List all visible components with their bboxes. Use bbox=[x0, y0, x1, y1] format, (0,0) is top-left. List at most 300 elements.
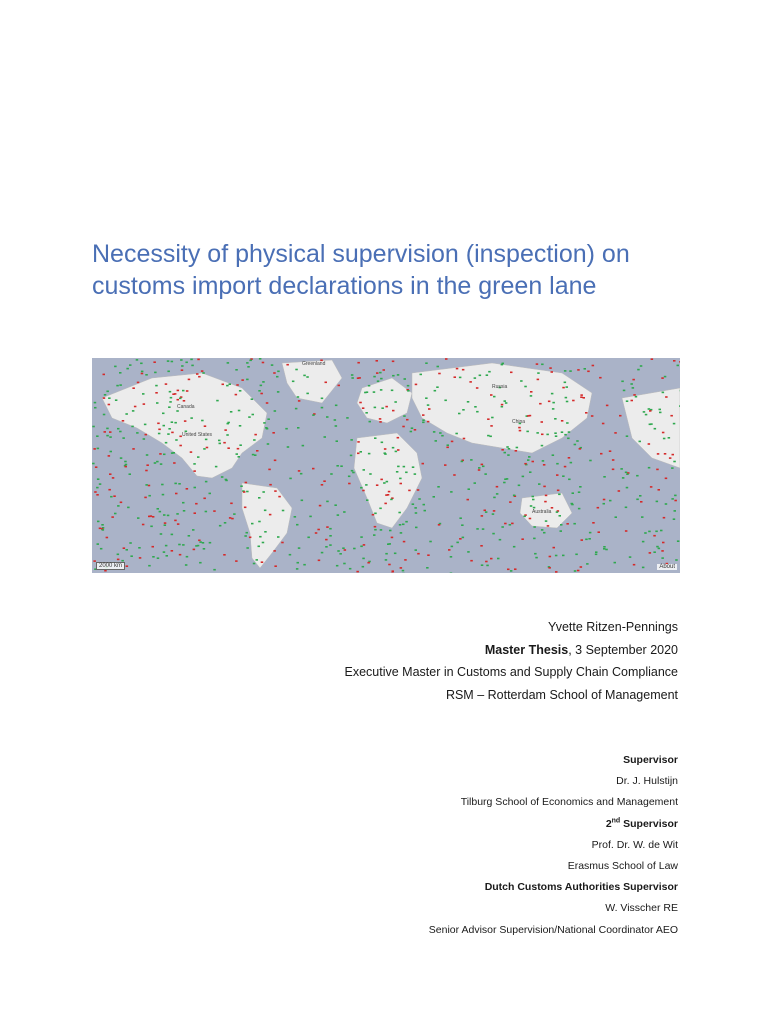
ship-marker bbox=[438, 524, 441, 526]
ship-marker bbox=[427, 421, 430, 423]
ship-marker bbox=[175, 439, 178, 441]
ship-marker bbox=[106, 428, 109, 430]
ship-marker bbox=[484, 473, 487, 475]
ship-marker bbox=[329, 544, 332, 546]
ship-marker bbox=[454, 376, 457, 378]
ship-marker bbox=[335, 425, 338, 427]
ship-marker bbox=[527, 459, 530, 461]
ship-marker bbox=[168, 406, 171, 408]
ship-marker bbox=[252, 414, 255, 416]
ship-marker bbox=[352, 472, 355, 474]
map-scale-bar: 2000 km bbox=[96, 562, 125, 570]
ship-marker bbox=[478, 469, 481, 471]
ship-marker bbox=[203, 448, 206, 450]
ship-marker bbox=[96, 487, 99, 489]
ship-marker bbox=[470, 459, 473, 461]
ship-marker bbox=[263, 422, 266, 424]
ship-marker bbox=[108, 404, 111, 406]
ship-marker bbox=[412, 503, 415, 505]
ship-marker bbox=[513, 546, 516, 548]
ship-marker bbox=[559, 515, 562, 517]
ship-marker bbox=[158, 429, 161, 431]
ship-marker bbox=[501, 449, 504, 451]
ship-marker bbox=[244, 535, 247, 537]
ship-marker bbox=[194, 487, 197, 489]
ship-marker bbox=[152, 546, 155, 548]
ship-marker bbox=[141, 373, 144, 375]
ship-marker bbox=[577, 369, 580, 371]
ship-marker bbox=[159, 453, 162, 455]
ship-marker bbox=[266, 428, 269, 430]
ship-marker bbox=[357, 362, 360, 364]
ship-marker bbox=[349, 568, 352, 570]
ship-marker bbox=[122, 437, 125, 439]
ship-marker bbox=[203, 498, 206, 500]
ship-marker bbox=[336, 440, 339, 442]
ship-marker bbox=[241, 379, 244, 381]
thesis-date: , 3 September 2020 bbox=[568, 642, 678, 657]
ship-marker bbox=[516, 447, 519, 449]
ship-marker bbox=[138, 547, 141, 549]
ship-marker bbox=[543, 486, 546, 488]
ship-marker bbox=[174, 422, 177, 424]
ship-marker bbox=[549, 556, 552, 558]
thesis-line bbox=[345, 639, 679, 662]
ship-marker bbox=[186, 488, 189, 490]
ship-marker bbox=[407, 390, 410, 392]
ship-marker bbox=[505, 402, 508, 404]
ship-marker bbox=[343, 511, 346, 513]
ship-marker bbox=[665, 478, 668, 480]
ship-marker bbox=[356, 571, 359, 573]
ship-marker bbox=[489, 436, 492, 438]
ship-marker bbox=[482, 528, 485, 530]
ship-marker bbox=[306, 376, 309, 378]
ship-marker bbox=[560, 530, 563, 532]
ship-marker bbox=[383, 482, 386, 484]
ship-marker bbox=[422, 463, 425, 465]
ship-marker bbox=[410, 431, 413, 433]
ship-marker bbox=[115, 399, 118, 401]
ship-marker bbox=[273, 550, 276, 552]
ship-marker bbox=[239, 425, 242, 427]
ship-marker bbox=[437, 366, 440, 368]
ship-marker bbox=[205, 511, 208, 513]
ship-marker bbox=[504, 400, 507, 402]
ship-marker bbox=[422, 414, 425, 416]
ship-marker bbox=[467, 499, 470, 501]
ship-marker bbox=[400, 532, 403, 534]
ship-marker bbox=[132, 410, 135, 412]
ship-marker bbox=[96, 435, 99, 437]
ship-marker bbox=[537, 379, 540, 381]
ship-marker bbox=[538, 483, 541, 485]
ship-marker bbox=[239, 390, 242, 392]
ship-marker bbox=[415, 512, 418, 514]
ship-marker bbox=[348, 476, 351, 478]
ship-marker bbox=[552, 408, 555, 410]
ship-marker bbox=[251, 398, 254, 400]
ship-marker bbox=[402, 570, 405, 572]
ship-marker bbox=[209, 493, 212, 495]
ship-marker bbox=[309, 516, 312, 518]
ship-marker bbox=[198, 376, 201, 378]
ship-marker bbox=[215, 466, 218, 468]
ship-marker bbox=[493, 396, 496, 398]
ship-marker bbox=[326, 526, 329, 528]
ship-marker bbox=[633, 564, 636, 566]
ship-marker bbox=[350, 455, 353, 457]
ship-marker bbox=[136, 432, 139, 434]
ship-marker bbox=[160, 463, 163, 465]
ship-marker bbox=[434, 390, 437, 392]
ship-marker bbox=[653, 551, 656, 553]
ship-marker bbox=[589, 532, 592, 534]
ship-marker bbox=[360, 451, 363, 453]
ship-marker bbox=[142, 524, 145, 526]
author-name: Yvette Ritzen-Pennings bbox=[548, 620, 678, 634]
ship-marker bbox=[346, 417, 349, 419]
ship-marker bbox=[156, 461, 159, 463]
ship-marker bbox=[381, 442, 384, 444]
ship-marker bbox=[186, 390, 189, 392]
map-attribution[interactable]: About bbox=[659, 564, 675, 570]
ship-marker bbox=[244, 507, 247, 509]
ship-marker bbox=[226, 385, 229, 387]
ship-marker bbox=[381, 407, 384, 409]
ship-marker bbox=[655, 531, 658, 533]
ship-marker bbox=[267, 443, 270, 445]
ship-marker bbox=[478, 467, 481, 469]
ship-marker bbox=[178, 544, 181, 546]
ship-marker bbox=[405, 521, 408, 523]
ship-marker bbox=[163, 425, 166, 427]
ship-marker bbox=[428, 408, 431, 410]
ship-marker bbox=[501, 364, 504, 366]
ship-marker bbox=[569, 370, 572, 372]
ship-marker bbox=[380, 389, 383, 391]
ship-marker bbox=[231, 518, 234, 520]
ship-marker bbox=[323, 480, 326, 482]
ship-marker bbox=[600, 453, 603, 455]
ship-marker bbox=[97, 521, 100, 523]
ship-marker bbox=[439, 432, 442, 434]
ship-marker bbox=[490, 558, 493, 560]
ship-marker bbox=[484, 510, 487, 512]
ship-marker bbox=[194, 512, 197, 514]
ship-marker bbox=[329, 535, 332, 537]
ship-marker bbox=[481, 564, 484, 566]
ship-marker bbox=[185, 362, 188, 364]
ship-marker bbox=[400, 483, 403, 485]
ship-marker bbox=[185, 564, 188, 566]
ship-marker bbox=[120, 457, 123, 459]
ship-marker bbox=[227, 423, 230, 425]
ship-marker bbox=[246, 547, 249, 549]
ship-marker bbox=[262, 491, 265, 493]
ship-marker bbox=[397, 466, 400, 468]
ship-marker bbox=[649, 410, 652, 412]
ship-marker bbox=[249, 537, 252, 539]
ship-marker bbox=[402, 426, 405, 428]
ship-marker bbox=[474, 377, 477, 379]
ship-marker bbox=[668, 437, 671, 439]
ship-marker bbox=[169, 401, 172, 403]
ship-marker bbox=[129, 364, 132, 366]
ship-marker bbox=[392, 410, 395, 412]
ship-marker bbox=[321, 484, 324, 486]
ship-marker bbox=[186, 556, 189, 558]
ship-marker bbox=[173, 452, 176, 454]
ship-marker bbox=[199, 541, 202, 543]
ship-marker bbox=[532, 499, 535, 501]
supervisor-affiliation: Tilburg School of Economics and Management bbox=[460, 796, 678, 809]
ship-marker bbox=[137, 382, 140, 384]
ship-marker bbox=[326, 501, 329, 503]
ship-marker bbox=[433, 431, 436, 433]
ship-marker bbox=[326, 416, 329, 418]
ship-marker bbox=[376, 360, 379, 362]
label-russia: Russia bbox=[492, 384, 508, 390]
ship-marker bbox=[672, 454, 675, 456]
ship-marker bbox=[171, 534, 174, 536]
ship-marker bbox=[143, 403, 146, 405]
ship-marker bbox=[146, 464, 149, 466]
ship-marker bbox=[564, 382, 567, 384]
ship-marker bbox=[266, 402, 269, 404]
ship-marker bbox=[363, 469, 366, 471]
ship-marker bbox=[467, 551, 470, 553]
ship-marker bbox=[388, 491, 391, 493]
ship-marker bbox=[626, 400, 629, 402]
ship-marker bbox=[626, 473, 629, 475]
ship-marker bbox=[509, 501, 512, 503]
ship-marker bbox=[657, 453, 660, 455]
ship-marker bbox=[395, 451, 398, 453]
ship-marker bbox=[167, 515, 170, 517]
ship-marker bbox=[656, 469, 659, 471]
ship-marker bbox=[556, 463, 559, 465]
ship-marker bbox=[574, 444, 577, 446]
ship-marker bbox=[258, 390, 261, 392]
customs-supervisor-affiliation: Senior Advisor Supervision/National Coordinator AEO bbox=[428, 923, 678, 936]
ship-marker bbox=[603, 546, 606, 548]
ship-marker bbox=[161, 484, 164, 486]
ship-marker bbox=[386, 481, 389, 483]
ship-marker bbox=[541, 434, 544, 436]
ship-marker bbox=[394, 553, 397, 555]
ship-marker bbox=[102, 529, 105, 531]
ship-marker bbox=[660, 530, 663, 532]
ship-marker bbox=[560, 524, 563, 526]
ship-marker bbox=[537, 372, 540, 374]
ship-marker bbox=[514, 568, 517, 570]
ship-marker bbox=[167, 433, 170, 435]
ship-marker bbox=[324, 436, 327, 438]
ship-marker bbox=[633, 394, 636, 396]
ship-marker bbox=[642, 567, 645, 569]
ship-marker bbox=[673, 518, 676, 520]
ship-marker bbox=[268, 469, 271, 471]
ship-marker bbox=[380, 378, 383, 380]
ship-marker bbox=[188, 379, 191, 381]
ship-marker bbox=[325, 546, 328, 548]
ship-marker bbox=[661, 550, 664, 552]
label-australia: Australia bbox=[532, 509, 552, 515]
ship-marker bbox=[662, 392, 665, 394]
ship-marker bbox=[677, 540, 680, 542]
ship-marker bbox=[674, 495, 677, 497]
ship-marker bbox=[524, 386, 527, 388]
ship-marker bbox=[302, 445, 305, 447]
ship-marker bbox=[183, 510, 186, 512]
ship-marker bbox=[403, 466, 406, 468]
ship-marker bbox=[374, 437, 377, 439]
ship-marker bbox=[392, 570, 395, 572]
ship-marker bbox=[177, 390, 180, 392]
ship-marker bbox=[504, 523, 507, 525]
ship-marker bbox=[481, 464, 484, 466]
ship-marker bbox=[254, 434, 257, 436]
ship-marker bbox=[153, 361, 156, 363]
ship-marker bbox=[528, 456, 531, 458]
ship-marker bbox=[246, 379, 249, 381]
ship-marker bbox=[338, 385, 341, 387]
ship-marker bbox=[373, 391, 376, 393]
ship-marker bbox=[579, 486, 582, 488]
customs-supervisor-name: W. Visscher RE bbox=[605, 902, 678, 915]
ship-marker bbox=[648, 443, 651, 445]
thesis-label: Master Thesis bbox=[484, 642, 569, 657]
ship-marker bbox=[286, 364, 289, 366]
ship-marker bbox=[390, 499, 393, 501]
second-supervisor-affiliation: Erasmus School of Law bbox=[567, 860, 678, 873]
ship-marker bbox=[621, 381, 624, 383]
ship-marker bbox=[510, 570, 513, 572]
ship-marker bbox=[486, 565, 489, 567]
ship-marker bbox=[368, 453, 371, 455]
ship-marker bbox=[129, 542, 132, 544]
ship-marker bbox=[264, 510, 267, 512]
ship-marker bbox=[562, 555, 565, 557]
ship-marker bbox=[125, 413, 128, 415]
ship-marker bbox=[167, 360, 170, 362]
ship-marker bbox=[671, 498, 674, 500]
ship-marker bbox=[109, 473, 112, 475]
ship-marker bbox=[190, 417, 193, 419]
ship-marker bbox=[530, 391, 533, 393]
ship-marker bbox=[197, 545, 200, 547]
ship-marker bbox=[403, 415, 406, 417]
ship-marker bbox=[639, 441, 642, 443]
ship-marker bbox=[591, 415, 594, 417]
ship-marker bbox=[103, 397, 106, 399]
ship-marker bbox=[127, 507, 130, 509]
ship-marker bbox=[415, 549, 418, 551]
ship-marker bbox=[518, 485, 521, 487]
ship-marker bbox=[665, 503, 668, 505]
ship-marker bbox=[619, 415, 622, 417]
ship-marker bbox=[389, 530, 392, 532]
ship-marker bbox=[408, 490, 411, 492]
ship-marker bbox=[663, 517, 666, 519]
author-block bbox=[345, 616, 679, 706]
ship-marker bbox=[132, 448, 135, 450]
ship-marker bbox=[659, 409, 662, 411]
ship-marker bbox=[450, 491, 453, 493]
ship-marker bbox=[542, 460, 545, 462]
ship-marker bbox=[137, 517, 140, 519]
ship-marker bbox=[150, 526, 153, 528]
ship-marker bbox=[379, 418, 382, 420]
ship-marker bbox=[235, 369, 238, 371]
ship-marker bbox=[148, 565, 151, 567]
ship-marker bbox=[100, 548, 103, 550]
ship-marker bbox=[373, 376, 376, 378]
ship-marker bbox=[463, 438, 466, 440]
ship-marker bbox=[625, 507, 628, 509]
ship-marker bbox=[253, 563, 256, 565]
ship-marker bbox=[626, 435, 629, 437]
ship-marker bbox=[297, 562, 300, 564]
ship-marker bbox=[335, 405, 338, 407]
ship-marker bbox=[126, 549, 129, 551]
ship-marker bbox=[103, 414, 106, 416]
ship-marker bbox=[455, 433, 458, 435]
ship-marker bbox=[168, 428, 171, 430]
ship-marker bbox=[605, 549, 608, 551]
ship-marker bbox=[609, 500, 612, 502]
ship-marker bbox=[493, 510, 496, 512]
ship-marker bbox=[503, 482, 506, 484]
ship-marker bbox=[198, 540, 201, 542]
ship-marker bbox=[162, 494, 165, 496]
ship-marker bbox=[425, 362, 428, 364]
ship-marker bbox=[360, 487, 363, 489]
ship-marker bbox=[407, 385, 410, 387]
ship-marker bbox=[541, 364, 544, 366]
ship-marker bbox=[264, 531, 267, 533]
ship-marker bbox=[551, 393, 554, 395]
ship-marker bbox=[396, 471, 399, 473]
ship-marker bbox=[509, 524, 512, 526]
ship-marker bbox=[97, 448, 100, 450]
ship-marker bbox=[298, 470, 301, 472]
ship-marker bbox=[548, 401, 551, 403]
ship-marker bbox=[398, 512, 401, 514]
ship-marker bbox=[579, 448, 582, 450]
ship-marker bbox=[104, 394, 107, 396]
ship-marker bbox=[303, 564, 306, 566]
ship-marker bbox=[277, 391, 280, 393]
ship-marker bbox=[555, 571, 558, 573]
ship-marker bbox=[645, 414, 648, 416]
ship-marker bbox=[555, 555, 558, 557]
ship-marker bbox=[145, 484, 148, 486]
ship-marker bbox=[367, 562, 370, 564]
ship-marker bbox=[379, 372, 382, 374]
ship-marker bbox=[193, 549, 196, 551]
ship-marker bbox=[553, 547, 556, 549]
ship-marker bbox=[536, 363, 539, 365]
ship-marker bbox=[391, 537, 394, 539]
ship-marker bbox=[385, 406, 388, 408]
ship-marker bbox=[556, 474, 559, 476]
ship-marker bbox=[256, 450, 259, 452]
ship-marker bbox=[566, 523, 569, 525]
ship-marker bbox=[552, 402, 555, 404]
ship-marker bbox=[577, 570, 580, 572]
